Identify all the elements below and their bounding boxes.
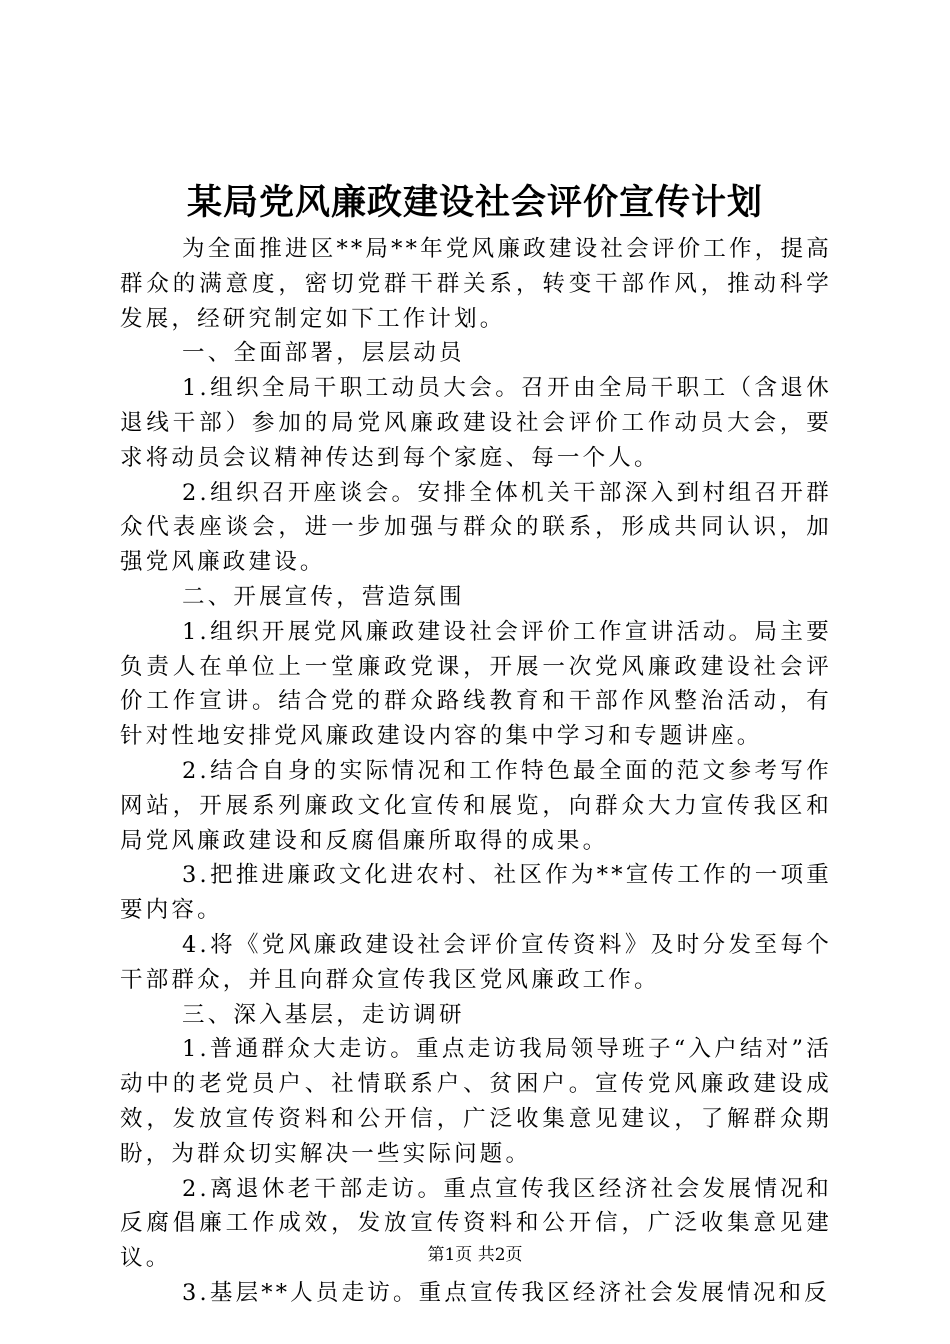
section-1-item-1: 1.组织全局干职工动员大会。召开由全局干职工（含退休退线干部）参加的局党风廉政建设社会评价工作动员大会，要求将动员会议精神传达到每个家庭、每一个人。 xyxy=(120,375,832,471)
section-3-item-1: 1.普通群众大走访。重点走访我局领导班子“入户结对”活动中的老党员户、社情联系户、贫困户。宣传党风廉政建设成效，发放宣传资料和公开信，广泛收集意见建议，了解群众期盼，为群众切实解决一些实际问题。 xyxy=(120,1036,832,1167)
section-1-item-2: 2.组织召开座谈会。安排全体机关干部深入到村组召开群众代表座谈会，进一步加强与群众的联系，形成共同认识，加强党风廉政建设。 xyxy=(120,479,832,576)
section-2-item-2: 2.结合自身的实际情况和工作特色最全面的范文参考写作网站，开展系列廉政文化宣传和展览，向群众大力宣传我区和局党风廉政建设和反腐倡廉所取得的成果。 xyxy=(120,757,832,854)
section-heading-3: 三、深入基层，走访调研 xyxy=(182,1001,465,1028)
section-2-item-3: 3.把推进廉政文化进农村、社区作为**宣传工作的一项重要内容。 xyxy=(120,862,832,924)
document-body xyxy=(120,232,832,1311)
page-number-footer: 第1页 共2页 xyxy=(427,1245,523,1265)
section-3-item-3: 3.基层**人员走访。重点宣传我区经济社会发展情况和反 xyxy=(182,1279,830,1306)
document-title: 某局党风廉政建设社会评价宣传计划 xyxy=(186,182,763,223)
section-heading-1: 一、全面部署，层层动员 xyxy=(182,340,465,367)
intro-paragraph: 为全面推进区**局**年党风廉政建设社会评价工作，提高群众的满意度，密切党群干群关系，转变干部作风，推动科学发展，经研究制定如下工作计划。 xyxy=(120,236,832,332)
section-heading-2: 二、开展宣传，营造氛围 xyxy=(182,583,465,610)
section-3-item-2: 2.离退休老干部走访。重点宣传我区经济社会发展情况和反腐倡廉工作成效，发放宣传资料和公开信，广泛收集意见建议。 xyxy=(120,1175,832,1272)
section-2-item-4: 4.将《党风廉政建设社会评价宣传资料》及时分发至每个干部群众，并且向群众宣传我区党风廉政工作。 xyxy=(120,931,832,993)
section-2-item-1: 1.组织开展党风廉政建设社会评价工作宣讲活动。局主要负责人在单位上一堂廉政党课，开展一次党风廉政建设社会评价工作宣讲。结合党的群众路线教育和干部作风整治活动，有针对性地安排党风廉政建设内容的集中学习和专题讲座。 xyxy=(120,618,832,750)
